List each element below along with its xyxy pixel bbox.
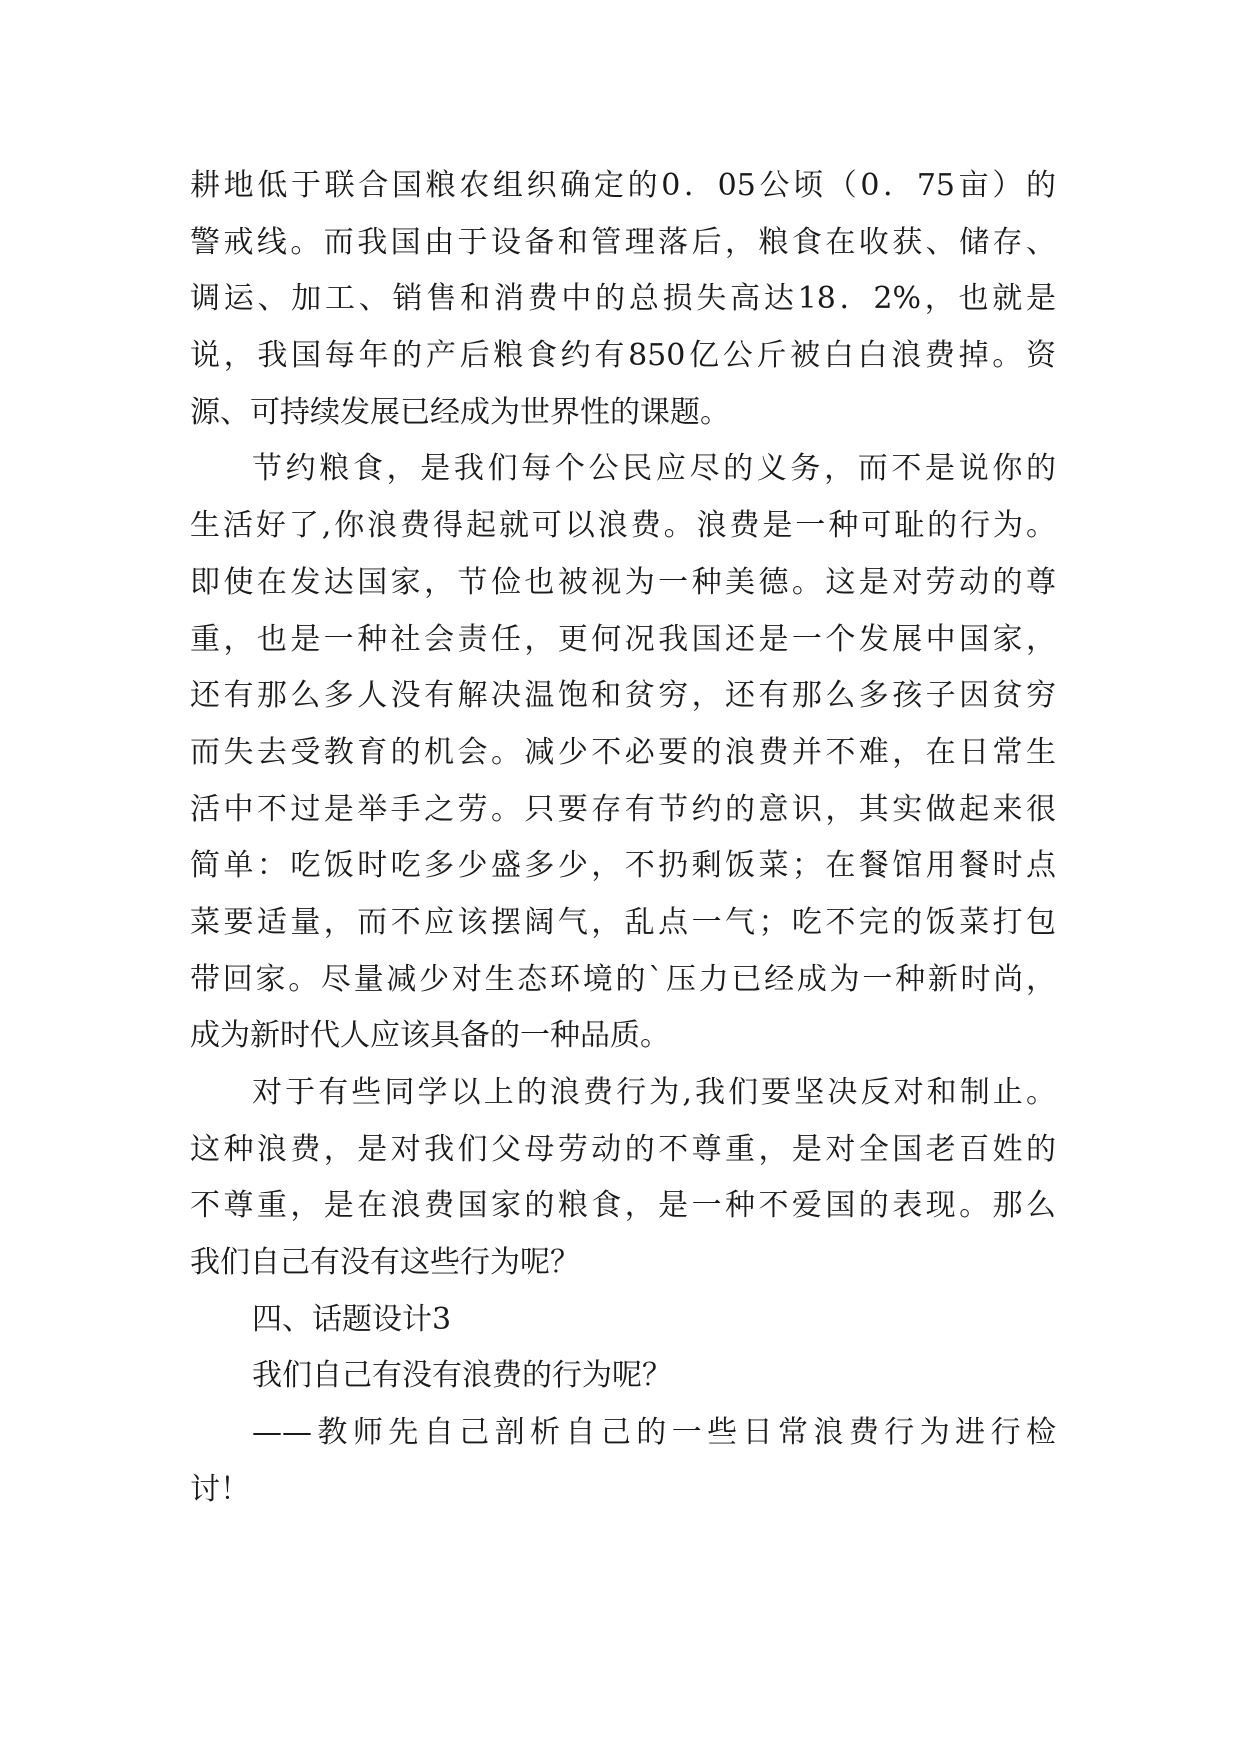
text-line: 活中不过是举手之劳。只要存有节约的意识，其实做起来很 bbox=[190, 791, 1056, 827]
section-heading bbox=[190, 1292, 1056, 1349]
text-line: 调运、加工、销售和消费中的总损失高达18．2%，也就是 bbox=[190, 281, 1056, 317]
text-line: 带回家。尽量减少对生态环境的`压力已经成为一种新时尚， bbox=[190, 961, 1056, 997]
document-body bbox=[190, 158, 1056, 1519]
teacher-note-paragraph bbox=[190, 1405, 1056, 1518]
text-line: 我们自己有没有浪费的行为呢？ bbox=[252, 1358, 672, 1394]
paragraph-3 bbox=[190, 1065, 1056, 1292]
text-line: 节约粮食，是我们每个公民应尽的义务，而不是说你的 bbox=[252, 451, 1056, 487]
paragraph-1 bbox=[190, 158, 1056, 441]
text-line: 说，我国每年的产后粮食约有850亿公斤被白白浪费掉。资 bbox=[190, 338, 1056, 374]
text-line: ——教师先自己剖析自己的一些日常浪费行为进行检 bbox=[252, 1415, 1056, 1451]
text-line: 对于有些同学以上的浪费行为,我们要坚决反对和制止。 bbox=[252, 1075, 1056, 1110]
text-line: 源、可持续发展已经成为世界性的课题。 bbox=[190, 394, 730, 430]
text-line: 这种浪费，是对我们父母劳动的不尊重，是对全国老百姓的 bbox=[190, 1131, 1056, 1167]
text-line: 重，也是一种社会责任，更何况我国还是一个发展中国家， bbox=[190, 621, 1056, 657]
text-line: 还有那么多人没有解决温饱和贫穷，还有那么多孩子因贫穷 bbox=[190, 678, 1056, 714]
text-line: 生活好了,你浪费得起就可以浪费。浪费是一种可耻的行为。 bbox=[190, 508, 1056, 544]
text-line: 我们自己有没有这些行为呢？ bbox=[190, 1245, 580, 1281]
text-line: 警戒线。而我国由于设备和管理落后，粮食在收获、储存、 bbox=[190, 224, 1056, 260]
text-line: 简单：吃饭时吃多少盛多少，不扔剩饭菜；在餐馆用餐时点 bbox=[190, 848, 1056, 884]
text-line: 不尊重，是在浪费国家的粮食，是一种不爱国的表现。那么 bbox=[190, 1188, 1056, 1224]
text-line: 成为新时代人应该具备的一种品质。 bbox=[190, 1018, 670, 1054]
text-line: 菜要适量，而不应该摆阔气，乱点一气；吃不完的饭菜打包 bbox=[190, 904, 1056, 940]
text-line: 即使在发达国家，节俭也被视为一种美德。这是对劳动的尊 bbox=[190, 564, 1056, 600]
text-line: 讨！ bbox=[190, 1471, 250, 1507]
paragraph-2 bbox=[190, 441, 1056, 1065]
text-line: 而失去受教育的机会。减少不必要的浪费并不难，在日常生 bbox=[190, 734, 1056, 770]
question-paragraph bbox=[190, 1348, 1056, 1405]
text-line: 耕地低于联合国粮农组织确定的0．05公顷（0．75亩）的 bbox=[190, 168, 1056, 203]
heading-text: 四、话题设计3 bbox=[252, 1301, 452, 1337]
